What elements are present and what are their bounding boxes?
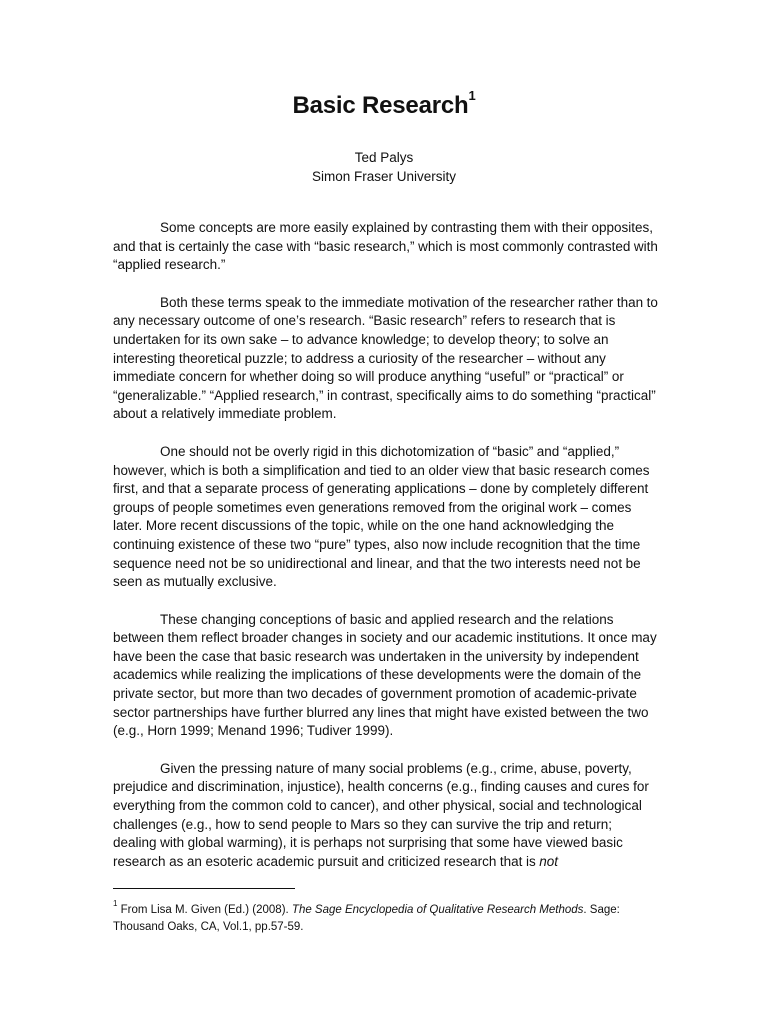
paragraph-last [113,760,658,872]
author-name: Ted Palys [354,150,414,165]
author-block [0,148,768,186]
footnote-book-title: The Sage Encyclopedia of Qualitative Research Methods [291,903,584,916]
footnote-text-after: . Sage: Thousand Oaks, CA, Vol.1, pp.57-59. [113,903,620,933]
footnote-text-before: From Lisa M. Given (Ed.) (2008). [117,903,292,916]
footnote-divider [113,888,295,889]
body-text [113,219,658,890]
paragraph: Some concepts are more easily explained by contrasting them with their opposites, and that is certainly the case with “basic research,” which is most commonly contrasted with “applied research.” [113,220,658,273]
title-footnote-marker: 1 [468,88,476,103]
title-text: Basic Research [292,92,469,119]
paragraph-last-emphasis: not [539,853,559,869]
paragraph: One should not be overly rigid in this dichotomization of “basic” and “applied,” however, which is both a simplification and tied to an older view that basic research comes first, and that a separate process of generating applications – done by completely different groups of people sometimes even generations removed from the original work – comes later. More recent discussions of the topic, while on the one hand acknowledging the continuing existence of these two “pure” types, also now include recognition that the time sequence need not be so unidirectional and linear, and that the two interests need not be seen as mutually exclusive. [113,443,650,590]
paragraph-last-text: Given the pressing nature of many social problems (e.g., crime, abuse, poverty, prejudice and discrimination, injustice), health concerns (e.g., finding causes and cures for everything from the common cold to cancer), and other physical, social and technological challenges (e.g., how to send people to Mars so they can survive the trip and return; dealing with global warming), it is perhaps not surprising that some have viewed basic research as an esoteric academic pursuit and criticized research that is [113,760,649,869]
footnote [113,897,658,936]
footnote-marker: 1 [113,899,118,908]
author-affiliation: Simon Fraser University [311,169,457,184]
document-title [0,88,768,120]
paragraph: Both these terms speak to the immediate motivation of the researcher rather than to any necessary outcome of one’s research. “Basic research” refers to research that is undertaken for its own sake – to advance knowledge; to develop theory; to solve an interesting theoretical puzzle; to address a curiosity of the researcher – without any immediate concern for whether doing so will produce anything “useful” or “practical” or “generalizable.” “Applied research,” in contrast, specifically aims to do something “practical” about a relatively immediate problem. [113,294,658,422]
paragraph: These changing conceptions of basic and applied research and the relations between them reflect broader changes in society and our academic institutions. It once may have been the case that basic research was undertaken in the university by independent academics while realizing the implications of these developments were the domain of the private sector, but more than two decades of government promotion of academic-private sector partnerships have further blurred any lines that might have existed between the two (e.g., Horn 1999; Menand 1996; Tudiver 1999). [113,611,657,739]
